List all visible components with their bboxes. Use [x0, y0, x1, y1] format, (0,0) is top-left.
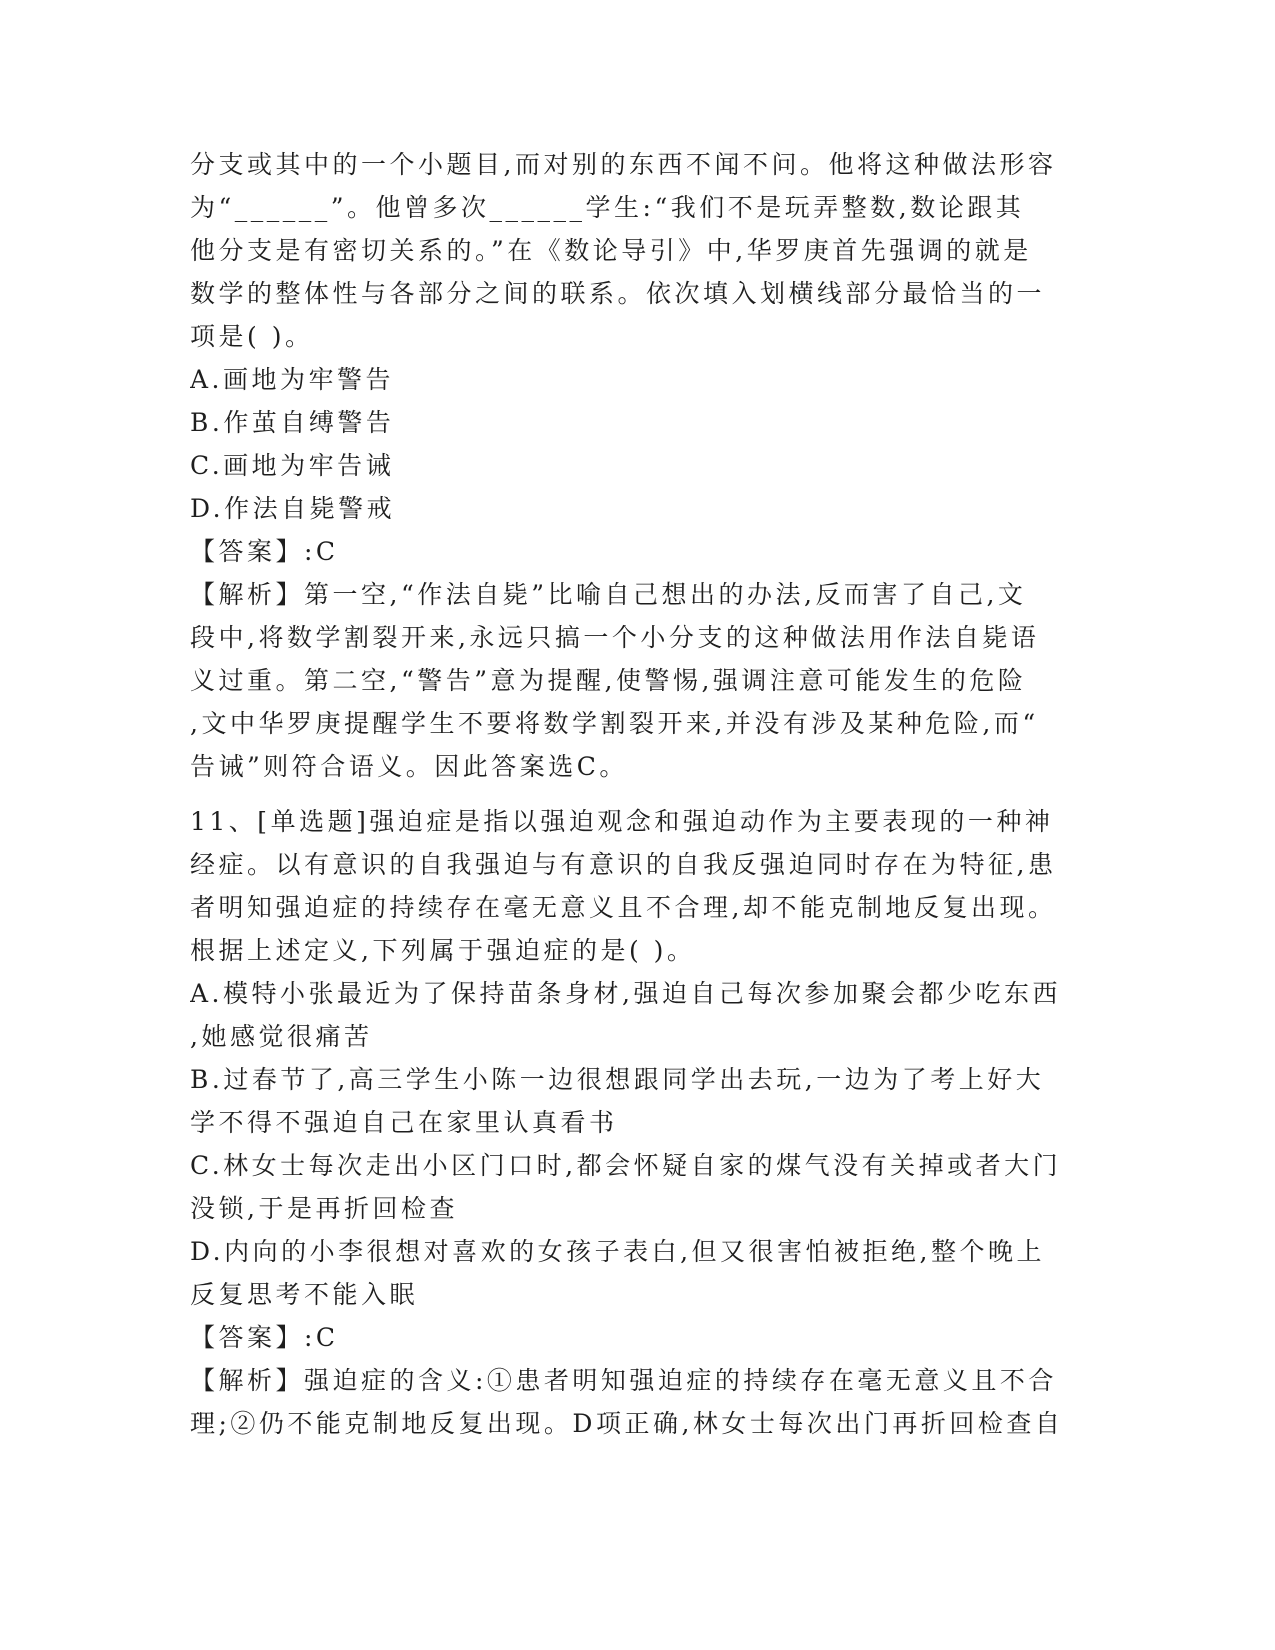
option-c: C.画地为牢告诫	[190, 451, 395, 480]
question-stem-line: 他分支是有密切关系的。”在《数论导引》中,华罗庚首先强调的就是	[190, 236, 1032, 265]
question-stem-line: 经症。以有意识的自我强迫与有意识的自我反强迫同时存在为特征,患	[190, 850, 1057, 879]
document-page	[190, 143, 1085, 1445]
option-b: B.作茧自缚警告	[190, 408, 395, 437]
analysis-line: 义过重。第二空,“警告”意为提醒,使警惕,强调注意可能发生的危险	[190, 666, 1027, 695]
option-line: D.内向的小李很想对喜欢的女孩子表白,但又很害怕被拒绝,整个晚上	[190, 1237, 1045, 1266]
analysis-line: 理;②仍不能克制地反复出现。D项正确,林女士每次出门再折回检查自	[190, 1409, 1064, 1438]
option-line: 没锁,于是再折回检查	[190, 1194, 458, 1223]
option-b	[190, 1058, 1085, 1144]
option-line: A.模特小张最近为了保持苗条身材,强迫自己每次参加聚会都少吃东西	[190, 979, 1061, 1008]
analysis-line: ,文中华罗庚提醒学生不要将数学割裂开来,并没有涉及某种危险,而“	[190, 709, 1039, 738]
question-stem-line: 为“______”。他曾多次______学生:“我们不是玩弄整数,数论跟其	[190, 193, 1025, 222]
question-stem-line: 者明知强迫症的持续存在毫无意义且不合理,却不能克制地反复出现。	[190, 893, 1057, 922]
question-stem-line: 根据上述定义,下列属于强迫症的是( )。	[190, 936, 696, 965]
option-d: D.作法自毙警戒	[190, 494, 396, 523]
question-stem-line: 11、[单选题]强迫症是指以强迫观念和强迫动作为主要表现的一种神	[190, 807, 1054, 836]
question-11	[190, 800, 1085, 1445]
question-stem-line: 数学的整体性与各部分之间的联系。依次填入划横线部分最恰当的一	[190, 279, 1046, 308]
question-gap	[190, 788, 1085, 800]
analysis-line: 【解析】强迫症的含义:①患者明知强迫症的持续存在毫无意义且不合	[190, 1366, 1057, 1395]
option-line: 反复思考不能入眠	[190, 1280, 419, 1309]
option-line: B.过春节了,高三学生小陈一边很想跟同学出去玩,一边为了考上好大	[190, 1065, 1045, 1094]
analysis-line: 【解析】第一空,“作法自毙”比喻自己想出的办法,反而害了自己,文	[190, 580, 1027, 609]
analysis-line: 段中,将数学割裂开来,永远只搞一个小分支的这种做法用作法自毙语	[190, 623, 1040, 652]
option-c	[190, 1144, 1085, 1230]
option-a	[190, 972, 1085, 1058]
option-line: ,她感觉很痛苦	[190, 1022, 373, 1051]
answer-line: 【答案】:C	[190, 537, 339, 566]
question-10-continuation	[190, 143, 1085, 788]
question-stem-line: 分支或其中的一个小题目,而对别的东西不闻不问。他将这种做法形容	[190, 150, 1057, 179]
option-d	[190, 1230, 1085, 1316]
option-line: C.林女士每次走出小区门口时,都会怀疑自家的煤气没有关掉或者大门	[190, 1151, 1062, 1180]
answer-line: 【答案】:C	[190, 1323, 339, 1352]
analysis-line: 告诫”则符合语义。因此答案选C。	[190, 752, 628, 781]
option-line: 学不得不强迫自己在家里认真看书	[190, 1108, 618, 1137]
question-stem-line: 项是( )。	[190, 322, 314, 351]
option-a: A.画地为牢警告	[190, 365, 395, 394]
